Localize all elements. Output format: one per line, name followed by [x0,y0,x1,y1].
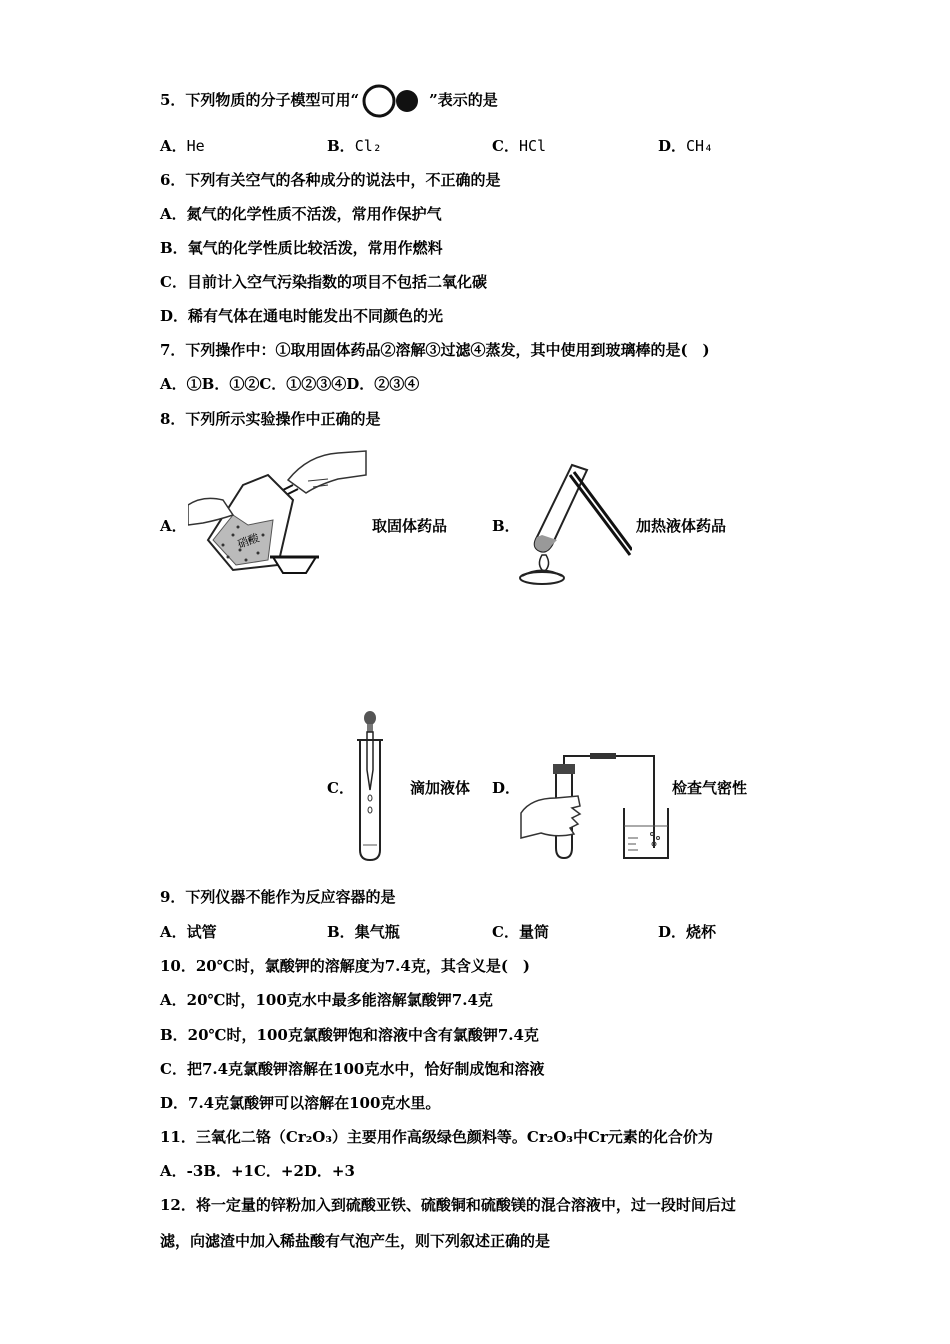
take-solid-reagent-figure [188,445,368,585]
q8-fig-d-letter: D． [492,779,521,797]
q6-option-c: C．目前计入空气污染指数的项目不包括二氧化碳 [160,273,487,291]
q5-stem-part1: 5．下列物质的分子模型可用“ [160,91,360,109]
q7-stem: 7．下列操作中：①取用固体药品②溶解③过滤④蒸发，其中使用到玻璃棒的是( ) [160,341,710,359]
q5-option-a: A．He [160,137,205,155]
q10-stem: 10．20℃时，氯酸钾的溶解度为7.4克，其含义是( ) [160,957,531,975]
q10-option-c: C．把7.4克氯酸钾溶解在100克水中，恰好制成饱和溶液 [160,1060,545,1078]
q8-fig-b-letter: B． [492,517,520,535]
q5-option-c: C．HCl [492,137,547,155]
drip-liquid-figure [355,710,385,862]
molecule-model-icon [359,83,429,119]
check-airtightness-figure [516,748,671,863]
q12-line2: 滤，向滤渣中加入稀盐酸有气泡产生，则下列叙述正确的是 [160,1232,551,1250]
q10-option-d: D．7.4克氯酸钾可以溶解在100克水里。 [160,1094,441,1112]
q8-fig-c-letter: C． [327,779,354,797]
q12-line1: 12．将一定量的锌粉加入到硫酸亚铁、硫酸铜和硫酸镁的混合溶液中，过一段时间后过 [160,1196,736,1214]
q11-options: A．-3B．+1C．+2D．+3 [160,1162,355,1180]
q9-stem: 9．下列仪器不能作为反应容器的是 [160,888,396,906]
q5-option-b: B．Cl₂ [327,137,382,155]
q8-fig-c-caption: 滴加液体 [410,779,471,797]
heat-liquid-figure [512,460,632,585]
q6-option-d: D．稀有气体在通电时能发出不同颜色的光 [160,307,444,325]
q5-option-d: D．CH₄ [658,137,714,155]
q7-options: A．①B．①②C．①②③④D．②③④ [160,375,420,393]
q9-option-a: A．试管 [160,923,217,941]
q10-option-a: A．20℃时，100克水中最多能溶解氯酸钾7.4克 [160,991,493,1009]
q6-option-b: B．氧气的化学性质比较活泼，常用作燃料 [160,239,443,257]
bottle-label: 硝酸 [235,531,261,552]
q8-stem: 8．下列所示实验操作中正确的是 [160,410,381,428]
q5-stem [160,90,498,110]
q10-option-b: B．20℃时，100克氯酸钾饱和溶液中含有氯酸钾7.4克 [160,1026,539,1044]
q9-option-c: C．量筒 [492,923,549,941]
q8-fig-a-caption: 取固体药品 [372,517,448,535]
q6-option-a: A．氮气的化学性质不活泼，常用作保护气 [160,205,442,223]
q8-fig-a-letter: A． [160,517,187,535]
q9-option-d: D．烧杯 [658,923,717,941]
q8-fig-b-caption: 加热液体药品 [636,517,727,535]
q11-stem: 11．三氧化二铬（Cr₂O₃）主要用作高级绿色颜料等。Cr₂O₃中Cr元素的化合价为 [160,1128,713,1146]
q8-fig-d-caption: 检查气密性 [672,779,748,797]
q5-stem-part2: ”表示的是 [429,91,498,109]
q6-stem: 6．下列有关空气的各种成分的说法中，不正确的是 [160,171,501,189]
q9-option-b: B．集气瓶 [327,923,400,941]
